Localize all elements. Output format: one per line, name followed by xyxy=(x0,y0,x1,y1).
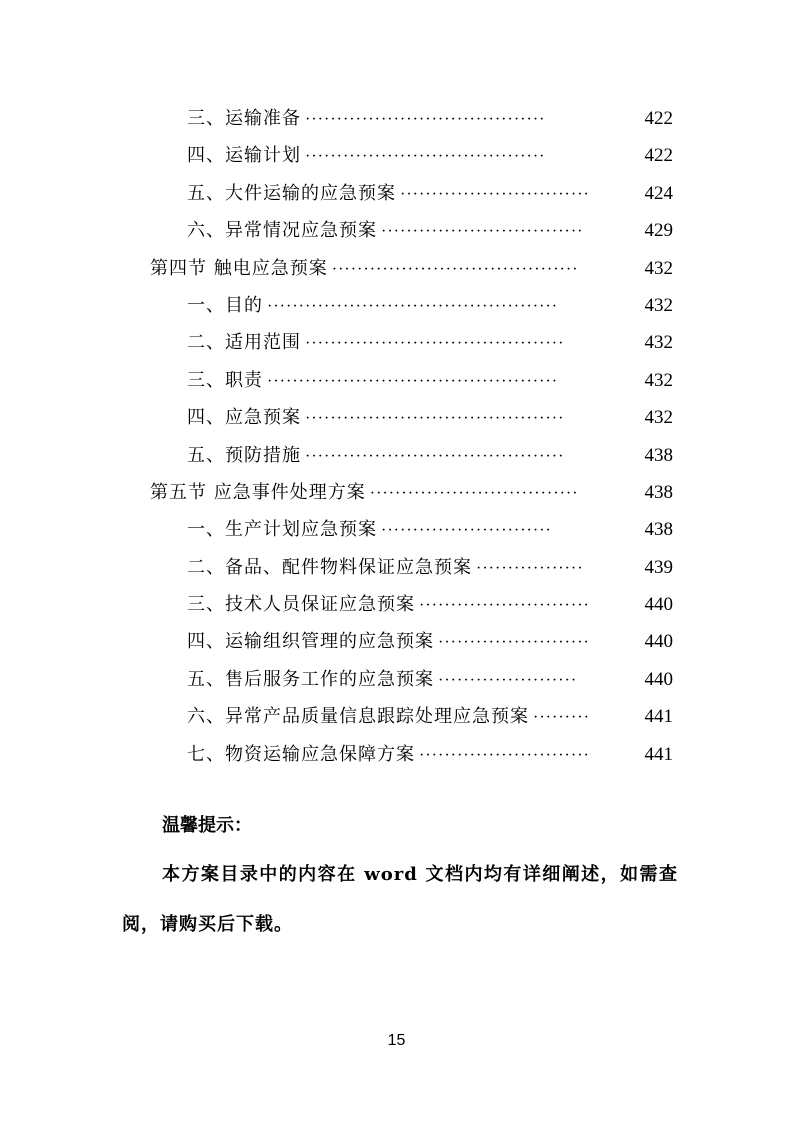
table-of-contents xyxy=(0,100,793,773)
toc-entry-page: 438 xyxy=(644,519,673,541)
toc-entry-label: 二、备品、配件物料保证应急预案 xyxy=(187,556,472,578)
toc-entry-page: 432 xyxy=(644,257,673,279)
toc-entry-page: 432 xyxy=(644,407,673,429)
toc-entry[interactable] xyxy=(0,399,793,436)
toc-entry-page: 440 xyxy=(644,594,673,616)
toc-entry-label: 四、运输组织管理的应急预案 xyxy=(187,631,434,653)
toc-entry-label: 一、生产计划应急预案 xyxy=(187,519,377,541)
toc-entry-label: 六、异常产品质量信息跟踪处理应急预案 xyxy=(187,706,529,728)
toc-entry-page: 432 xyxy=(644,332,673,354)
toc-entry[interactable] xyxy=(0,736,793,773)
toc-leader-dots: ·············································· xyxy=(267,297,559,315)
toc-entry-page: 422 xyxy=(644,145,673,167)
toc-leader-dots: ········································· xyxy=(305,447,565,465)
notice-title: 温馨提示： xyxy=(162,815,252,836)
toc-entry-label: 七、物资运输应急保障方案 xyxy=(187,743,415,765)
toc-entry-page: 438 xyxy=(644,481,673,503)
toc-leader-dots: ··························· xyxy=(419,597,590,615)
toc-entry-label: 第四节 触电应急预案 xyxy=(150,257,328,279)
toc-leader-dots: ······························ xyxy=(400,185,590,203)
toc-entry-label: 三、职责 xyxy=(187,369,263,391)
notice-body: 本方案目录中的内容在 word 文档内均有详细阐述，如需查阅，请购买后下载。 xyxy=(122,864,678,935)
toc-leader-dots: ······································· xyxy=(331,260,579,278)
toc-leader-dots: ··························· xyxy=(419,746,590,764)
toc-entry-label: 一、目的 xyxy=(187,294,263,316)
toc-entry-page: 440 xyxy=(644,668,673,690)
toc-leader-dots: ······················ xyxy=(438,671,578,689)
toc-leader-dots: ································ xyxy=(381,223,584,241)
toc-entry-label: 五、售后服务工作的应急预案 xyxy=(187,668,434,690)
toc-entry-label: 四、运输计划 xyxy=(187,145,301,167)
toc-entry[interactable] xyxy=(0,324,793,361)
toc-leader-dots: ······································ xyxy=(305,111,546,128)
toc-entry-page: 424 xyxy=(644,182,673,204)
toc-entry-page: 432 xyxy=(644,294,673,316)
toc-entry-page: 439 xyxy=(644,556,673,578)
toc-entry[interactable] xyxy=(0,661,793,698)
toc-leader-dots: ·············································· xyxy=(267,372,559,390)
toc-entry[interactable] xyxy=(0,623,793,660)
toc-entry-label: 六、异常情况应急预案 xyxy=(187,220,377,242)
toc-entry[interactable] xyxy=(0,137,793,174)
toc-leader-dots: ··························· xyxy=(381,522,552,540)
toc-leader-dots: ········· xyxy=(533,709,590,727)
toc-entry-label: 三、运输准备 xyxy=(187,108,301,129)
toc-entry-page: 438 xyxy=(644,444,673,466)
toc-section-entry[interactable] xyxy=(0,474,793,511)
toc-entry-label: 五、预防措施 xyxy=(187,444,301,466)
toc-entry-page: 432 xyxy=(644,369,673,391)
toc-entry-label: 三、技术人员保证应急预案 xyxy=(187,594,415,616)
toc-entry[interactable] xyxy=(0,511,793,548)
toc-entry[interactable] xyxy=(0,698,793,735)
toc-entry-page: 441 xyxy=(644,706,673,728)
toc-entry-page: 429 xyxy=(644,220,673,242)
toc-entry[interactable] xyxy=(0,100,793,137)
toc-entry-label: 二、适用范围 xyxy=(187,332,301,354)
toc-entry[interactable] xyxy=(0,212,793,249)
toc-entry-label: 五、大件运输的应急预案 xyxy=(187,182,396,204)
toc-entry[interactable] xyxy=(0,549,793,586)
page-number: 15 xyxy=(387,1032,406,1049)
notice-block xyxy=(122,808,678,950)
toc-entry[interactable] xyxy=(0,287,793,324)
toc-leader-dots: ················· xyxy=(476,559,584,577)
toc-entry-page: 440 xyxy=(644,631,673,653)
toc-entry-page: 422 xyxy=(644,108,673,129)
toc-leader-dots: ········································· xyxy=(305,410,565,428)
toc-entry[interactable] xyxy=(0,175,793,212)
toc-leader-dots: ········································· xyxy=(305,335,565,353)
toc-entry-label: 第五节 应急事件处理方案 xyxy=(150,481,366,503)
toc-entry[interactable] xyxy=(0,586,793,623)
toc-leader-dots: ······································ xyxy=(305,148,546,166)
toc-section-entry[interactable] xyxy=(0,250,793,287)
toc-entry[interactable] xyxy=(0,362,793,399)
toc-entry[interactable] xyxy=(0,437,793,474)
toc-entry-label: 四、应急预案 xyxy=(187,407,301,429)
toc-leader-dots: ································· xyxy=(369,484,579,502)
toc-entry-page: 441 xyxy=(644,743,673,765)
toc-leader-dots: ························ xyxy=(438,634,590,652)
